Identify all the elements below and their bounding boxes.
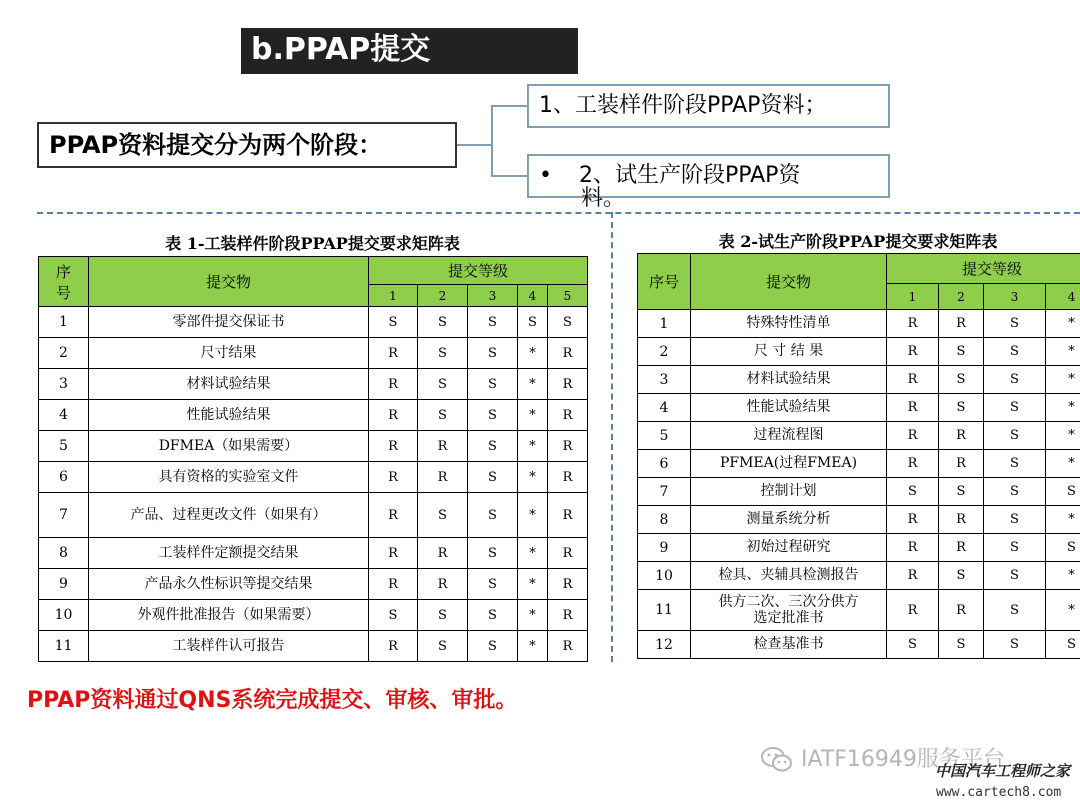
level-cell: * <box>1046 338 1080 366</box>
level-cell: S <box>418 631 468 662</box>
level-cell: S <box>468 307 518 338</box>
page-title: b.PPAP提交 <box>241 28 578 74</box>
row-item: 检具、夹辅具检测报告 <box>691 562 887 590</box>
table2 <box>637 253 1080 659</box>
row-number: 3 <box>638 366 691 394</box>
level-cell: R <box>887 366 939 394</box>
table2-header-level: 提交等级 <box>887 254 1080 284</box>
table-row <box>638 310 1080 338</box>
table1-header-seq: 序号 <box>39 257 89 307</box>
level-cell: * <box>518 631 548 662</box>
level-cell: R <box>369 462 418 493</box>
level-cell: * <box>518 569 548 600</box>
level-cell: R <box>548 631 588 662</box>
level-cell: R <box>369 569 418 600</box>
table1 <box>38 256 588 662</box>
row-item: 零部件提交保证书 <box>89 307 369 338</box>
level-cell: S <box>939 394 984 422</box>
level-cell: R <box>887 534 939 562</box>
level-cell: R <box>887 310 939 338</box>
row-item: 工装样件定额提交结果 <box>89 538 369 569</box>
table-row <box>39 569 588 600</box>
level-cell: S <box>984 338 1046 366</box>
level-cell: S <box>984 310 1046 338</box>
table-row <box>638 562 1080 590</box>
table1-header-level: 提交等级 <box>369 257 588 285</box>
table-row <box>39 307 588 338</box>
row-number: 10 <box>638 562 691 590</box>
level-cell: S <box>939 631 984 659</box>
level-cell: R <box>369 338 418 369</box>
row-item: 尺寸结果 <box>89 338 369 369</box>
level-cell: * <box>518 538 548 569</box>
level-cell: R <box>887 422 939 450</box>
level-cell: S <box>468 600 518 631</box>
level-cell: R <box>548 431 588 462</box>
level-cell: S <box>468 569 518 600</box>
level-cell: * <box>518 600 548 631</box>
level-cell: R <box>939 422 984 450</box>
table-row <box>638 534 1080 562</box>
level-cell: S <box>984 506 1046 534</box>
row-number: 7 <box>638 478 691 506</box>
level-cell: R <box>369 493 418 538</box>
row-number: 2 <box>39 338 89 369</box>
level-cell: R <box>548 600 588 631</box>
level-cell: * <box>1046 506 1080 534</box>
level-cell: * <box>518 369 548 400</box>
row-number: 9 <box>39 569 89 600</box>
level-cell: * <box>518 400 548 431</box>
table1-level-1: 1 <box>369 285 418 307</box>
level-cell: R <box>887 338 939 366</box>
level-cell: * <box>518 431 548 462</box>
level-cell: * <box>1046 422 1080 450</box>
row-item: 性能试验结果 <box>89 400 369 431</box>
row-number: 10 <box>39 600 89 631</box>
row-item: PFMEA(过程FMEA) <box>691 450 887 478</box>
table-row <box>39 631 588 662</box>
table-row <box>638 478 1080 506</box>
level-cell: S <box>468 462 518 493</box>
divider-horizontal <box>37 212 1080 214</box>
table2-title: 表 2-试生产阶段PPAP提交要求矩阵表 <box>718 232 998 251</box>
level-cell: * <box>1046 366 1080 394</box>
table-row <box>638 506 1080 534</box>
row-number: 7 <box>39 493 89 538</box>
stages-intro: PPAP资料提交分为两个阶段： <box>37 122 457 168</box>
footer-note: PPAP资料通过QNS系统完成提交、审核、审批。 <box>27 688 518 713</box>
row-item: 具有资格的实验室文件 <box>89 462 369 493</box>
level-cell: S <box>887 478 939 506</box>
table1-level-2: 2 <box>418 285 468 307</box>
row-number: 5 <box>638 422 691 450</box>
level-cell: * <box>518 493 548 538</box>
table1-title: 表 1-工装样件阶段PPAP提交要求矩阵表 <box>165 234 460 253</box>
level-cell: R <box>939 590 984 631</box>
table1-level-3: 3 <box>468 285 518 307</box>
table-row <box>638 590 1080 631</box>
level-cell: S <box>984 394 1046 422</box>
row-number: 3 <box>39 369 89 400</box>
level-cell: R <box>939 310 984 338</box>
watermark-text: IATF16949服务平台 <box>801 747 1005 772</box>
stage-1-box: 1、工装样件阶段PPAP资料； <box>527 84 890 128</box>
table-row <box>638 631 1080 659</box>
table-row <box>39 600 588 631</box>
table-row <box>39 493 588 538</box>
level-cell: R <box>887 394 939 422</box>
level-cell: S <box>548 307 588 338</box>
row-number: 1 <box>638 310 691 338</box>
site-logo-text: 中国汽车工程师之家 <box>935 762 1071 780</box>
level-cell: S <box>984 366 1046 394</box>
row-item: 尺 寸 结 果 <box>691 338 887 366</box>
table2-header-item: 提交物 <box>691 254 887 310</box>
level-cell: R <box>887 506 939 534</box>
level-cell: R <box>418 462 468 493</box>
row-item: 供方二次、三次分供方 选定批准书 <box>691 590 887 631</box>
row-item: 产品、过程更改文件（如果有） <box>89 493 369 538</box>
level-cell: R <box>548 369 588 400</box>
row-item: 材料试验结果 <box>691 366 887 394</box>
row-item: 过程流程图 <box>691 422 887 450</box>
level-cell: S <box>468 369 518 400</box>
level-cell: R <box>418 569 468 600</box>
level-cell: R <box>887 590 939 631</box>
table2-level-1: 1 <box>887 284 939 310</box>
row-number: 11 <box>638 590 691 631</box>
level-cell: S <box>939 478 984 506</box>
table-row <box>39 369 588 400</box>
level-cell: R <box>548 338 588 369</box>
table-row <box>638 450 1080 478</box>
row-item: 性能试验结果 <box>691 394 887 422</box>
level-cell: S <box>939 366 984 394</box>
level-cell: S <box>1046 631 1080 659</box>
row-item: 工装样件认可报告 <box>89 631 369 662</box>
table-row <box>39 538 588 569</box>
bracket-stem <box>457 144 492 146</box>
level-cell: R <box>369 631 418 662</box>
row-number: 9 <box>638 534 691 562</box>
level-cell: R <box>887 562 939 590</box>
level-cell: R <box>887 450 939 478</box>
level-cell: S <box>369 600 418 631</box>
stage-2-box <box>527 154 890 211</box>
table-row <box>638 366 1080 394</box>
row-item: 特殊特性清单 <box>691 310 887 338</box>
level-cell: * <box>518 338 548 369</box>
table2-level-4: 4 <box>1046 284 1080 310</box>
row-item: 外观件批准报告（如果需要） <box>89 600 369 631</box>
level-cell: S <box>984 478 1046 506</box>
level-cell: S <box>418 338 468 369</box>
level-cell: S <box>418 369 468 400</box>
row-number: 4 <box>39 400 89 431</box>
table2-level-3: 3 <box>984 284 1046 310</box>
level-cell: R <box>418 538 468 569</box>
level-cell: R <box>939 450 984 478</box>
row-item: 初始过程研究 <box>691 534 887 562</box>
level-cell: S <box>468 431 518 462</box>
level-cell: * <box>1046 590 1080 631</box>
row-number: 12 <box>638 631 691 659</box>
table-row <box>39 431 588 462</box>
row-item: DFMEA（如果需要） <box>89 431 369 462</box>
row-number: 2 <box>638 338 691 366</box>
level-cell: R <box>548 569 588 600</box>
level-cell: S <box>939 338 984 366</box>
level-cell: R <box>369 538 418 569</box>
table-row <box>638 338 1080 366</box>
row-number: 1 <box>39 307 89 338</box>
level-cell: R <box>548 462 588 493</box>
row-item: 测量系统分析 <box>691 506 887 534</box>
level-cell: S <box>418 307 468 338</box>
row-number: 4 <box>638 394 691 422</box>
level-cell: R <box>418 431 468 462</box>
level-cell: S <box>468 538 518 569</box>
level-cell: S <box>984 631 1046 659</box>
stage-2-line2: 料。 <box>581 186 626 211</box>
stage-2-line1: 2、试生产阶段PPAP资 <box>579 163 801 188</box>
row-number: 6 <box>39 462 89 493</box>
row-number: 8 <box>638 506 691 534</box>
bracket-vertical <box>491 105 493 177</box>
bullet-icon: • <box>539 163 552 188</box>
level-cell: S <box>418 400 468 431</box>
level-cell: * <box>518 462 548 493</box>
bracket-branch-top <box>491 105 527 107</box>
level-cell: R <box>548 493 588 538</box>
level-cell: S <box>468 631 518 662</box>
level-cell: S <box>518 307 548 338</box>
row-item: 检查基准书 <box>691 631 887 659</box>
table-row <box>39 338 588 369</box>
level-cell: S <box>468 338 518 369</box>
level-cell: R <box>548 538 588 569</box>
table-row <box>39 400 588 431</box>
level-cell: S <box>418 600 468 631</box>
level-cell: S <box>984 450 1046 478</box>
divider-vertical <box>611 212 613 662</box>
level-cell: * <box>1046 450 1080 478</box>
table-row <box>638 422 1080 450</box>
level-cell: S <box>984 534 1046 562</box>
level-cell: * <box>1046 394 1080 422</box>
wechat-icon <box>760 746 794 774</box>
level-cell: S <box>468 400 518 431</box>
site-url: www.cartech8.com <box>936 785 1062 800</box>
level-cell: R <box>369 369 418 400</box>
level-cell: S <box>984 590 1046 631</box>
level-cell: R <box>369 431 418 462</box>
table1-header-item: 提交物 <box>89 257 369 307</box>
level-cell: S <box>1046 478 1080 506</box>
level-cell: S <box>984 562 1046 590</box>
level-cell: S <box>468 493 518 538</box>
row-item: 控制计划 <box>691 478 887 506</box>
level-cell: S <box>887 631 939 659</box>
table-row <box>39 462 588 493</box>
level-cell: R <box>548 400 588 431</box>
level-cell: R <box>939 506 984 534</box>
row-item: 产品永久性标识等提交结果 <box>89 569 369 600</box>
level-cell: S <box>984 422 1046 450</box>
row-item: 材料试验结果 <box>89 369 369 400</box>
table1-level-5: 5 <box>548 285 588 307</box>
bracket-branch-bottom <box>491 175 527 177</box>
level-cell: R <box>369 400 418 431</box>
table1-level-4: 4 <box>518 285 548 307</box>
level-cell: S <box>418 493 468 538</box>
level-cell: S <box>1046 534 1080 562</box>
table2-level-2: 2 <box>939 284 984 310</box>
level-cell: * <box>1046 562 1080 590</box>
row-number: 6 <box>638 450 691 478</box>
row-number: 8 <box>39 538 89 569</box>
table-row <box>638 394 1080 422</box>
level-cell: S <box>369 307 418 338</box>
level-cell: S <box>939 562 984 590</box>
row-number: 5 <box>39 431 89 462</box>
level-cell: R <box>939 534 984 562</box>
row-number: 11 <box>39 631 89 662</box>
level-cell: * <box>1046 310 1080 338</box>
table2-header-seq: 序号 <box>638 254 691 310</box>
